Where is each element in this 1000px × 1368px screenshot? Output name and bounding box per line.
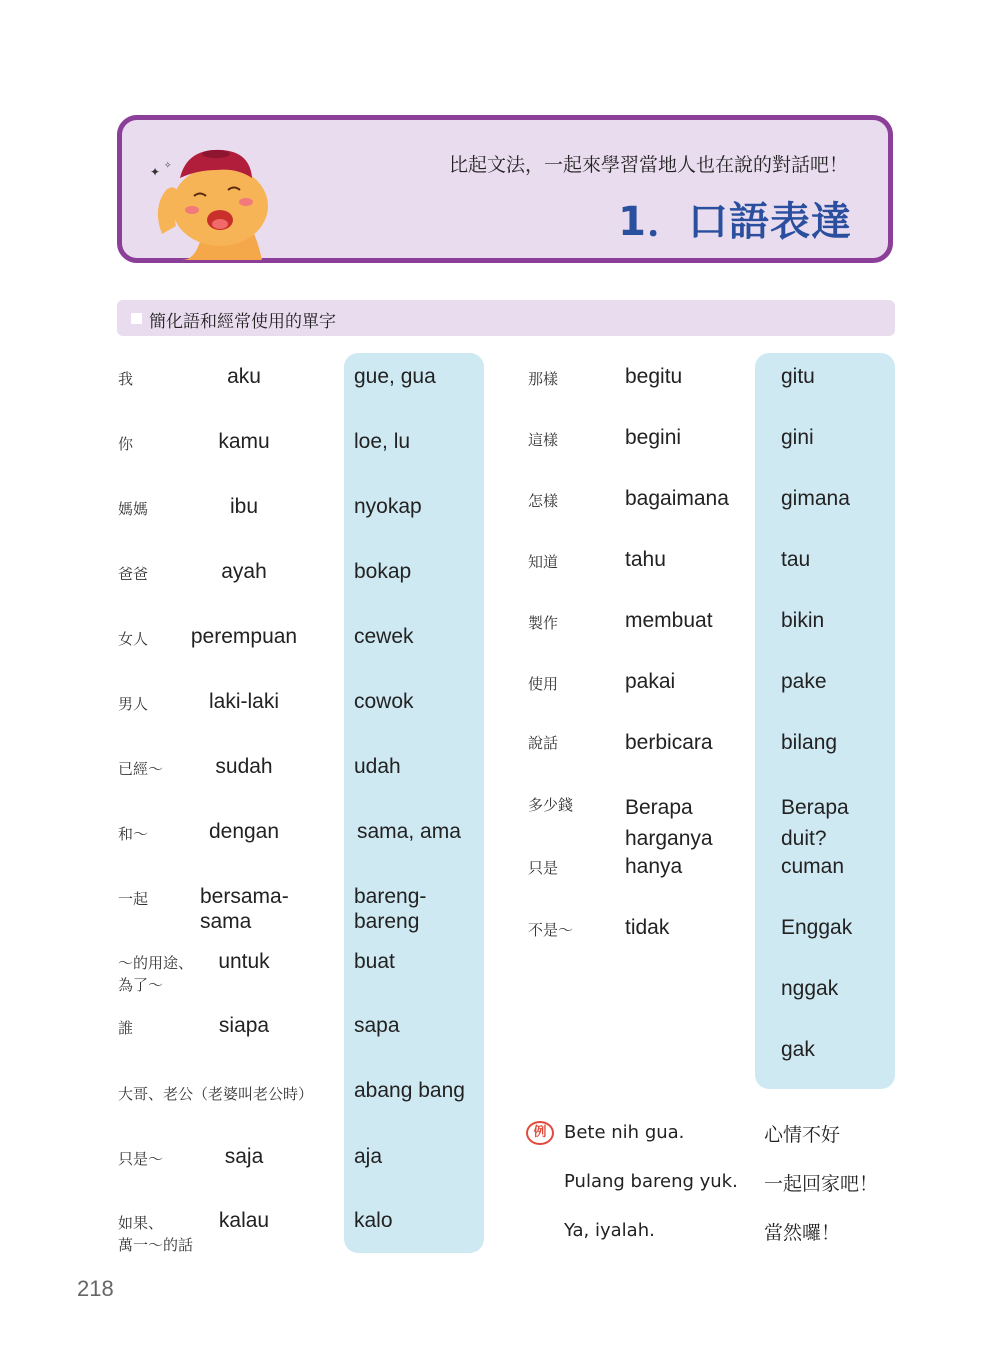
formal-word: tidak — [625, 916, 670, 939]
casual-word: abang bang — [354, 1079, 465, 1102]
chapter-title: 1．口語表達 — [618, 199, 852, 245]
formal-word: ibu — [229, 495, 259, 518]
zh-label: 誰 — [118, 1019, 134, 1037]
casual-word: aja — [354, 1145, 383, 1168]
formal-word: kamu — [218, 430, 270, 453]
formal-word: siapa — [218, 1014, 270, 1037]
chapter-subtitle: 比起文法，一起來學習當地人也在說的對話吧！ — [448, 154, 848, 176]
formal-word: berbicara — [625, 731, 713, 754]
example-translation: 心情不好 — [764, 1124, 841, 1146]
zh-label: 只是～ — [118, 1150, 164, 1168]
casual-word: pake — [781, 670, 827, 693]
formal-word: begitu — [625, 365, 683, 388]
formal-word: kalau — [218, 1209, 270, 1232]
example-indonesian: Ya, iyalah. — [564, 1220, 655, 1241]
svg-text:✦: ✦ — [150, 165, 161, 179]
example-indonesian: Bete nih gua. — [564, 1122, 685, 1143]
square-bullet-icon — [131, 313, 142, 324]
casual-word: cewek — [354, 625, 414, 648]
zh-label: 你 — [118, 435, 134, 453]
formal-word: dengan — [208, 820, 280, 843]
chapter-header — [117, 115, 893, 263]
zh-label: 只是 — [528, 859, 559, 877]
mascot-illustration — [142, 138, 287, 260]
zh-label: 男人 — [118, 695, 149, 713]
zh-label: 這樣 — [528, 431, 559, 449]
zh-label: 多少錢 — [528, 796, 574, 814]
zh-label: 知道 — [528, 553, 559, 571]
zh-label: 已經～ — [118, 760, 164, 778]
formal-word: laki-laki — [208, 690, 280, 713]
casual-word: gak — [781, 1038, 815, 1061]
casual-column-left — [344, 353, 484, 1253]
zh-label: 女人 — [118, 630, 149, 648]
casual-word: loe, lu — [354, 430, 411, 453]
zh-label: 使用 — [528, 675, 559, 693]
zh-label: 如果、 萬一～的話 — [118, 1214, 194, 1254]
casual-word: bilang — [781, 731, 838, 754]
zh-label: 和～ — [118, 825, 149, 843]
zh-label: 媽媽 — [118, 500, 149, 518]
svg-text:✧: ✧ — [164, 161, 172, 171]
zh-label: 那樣 — [528, 370, 559, 388]
casual-word: bikin — [781, 609, 825, 632]
formal-word: ayah — [221, 560, 267, 583]
casual-word: kalo — [354, 1209, 393, 1232]
zh-label: ～的用途、 為了～ — [118, 954, 194, 994]
example-translation: 當然囉！ — [764, 1222, 841, 1244]
zh-label: 爸爸 — [118, 565, 149, 583]
formal-word: bagaimana — [625, 487, 729, 510]
casual-word: cuman — [781, 855, 845, 878]
zh-label: 說話 — [528, 734, 559, 752]
casual-word: cowok — [354, 690, 414, 713]
zh-label: 不是～ — [528, 921, 574, 939]
page-number: 218 — [77, 1276, 114, 1301]
formal-word: bersama- sama — [200, 885, 289, 933]
example-indonesian: Pulang bareng yuk. — [564, 1171, 738, 1192]
formal-word: untuk — [218, 950, 270, 973]
formal-word: saja — [224, 1145, 264, 1168]
section-label: 簡化語和經常使用的單字 — [149, 312, 336, 332]
casual-word: sapa — [354, 1014, 400, 1037]
casual-word: bareng- bareng — [354, 885, 427, 933]
casual-word: gini — [781, 426, 814, 449]
formal-word: membuat — [625, 609, 713, 632]
casual-word: bokap — [354, 560, 412, 583]
formal-word: aku — [227, 365, 261, 388]
example-translation: 一起回家吧！ — [764, 1173, 879, 1195]
formal-word: perempuan — [190, 625, 298, 648]
casual-word: tau — [781, 548, 811, 571]
casual-word: udah — [354, 755, 401, 778]
casual-word: gue, gua — [354, 365, 436, 388]
formal-word: sudah — [215, 755, 273, 778]
formal-word: Berapa harganya — [625, 796, 713, 850]
casual-word: gimana — [781, 487, 850, 510]
zh-label: 我 — [118, 370, 134, 388]
casual-word: Berapa duit? — [781, 796, 849, 850]
zh-label: 大哥、老公（老婆叫老公時） — [118, 1085, 314, 1103]
zh-label: 製作 — [528, 614, 559, 632]
casual-word: nyokap — [354, 495, 422, 518]
example-icon: 例 — [526, 1121, 554, 1145]
formal-word: tahu — [625, 548, 666, 571]
casual-word: gitu — [781, 365, 815, 388]
casual-word: nggak — [781, 977, 839, 1000]
zh-label: 一起 — [118, 890, 149, 908]
casual-word: buat — [354, 950, 395, 973]
casual-word: sama, ama — [357, 820, 461, 843]
formal-word: pakai — [625, 670, 676, 693]
section-bar — [117, 300, 895, 336]
formal-word: hanya — [625, 855, 683, 878]
casual-word: Enggak — [781, 916, 853, 939]
formal-word: begini — [625, 426, 682, 449]
zh-label: 怎樣 — [528, 492, 559, 510]
